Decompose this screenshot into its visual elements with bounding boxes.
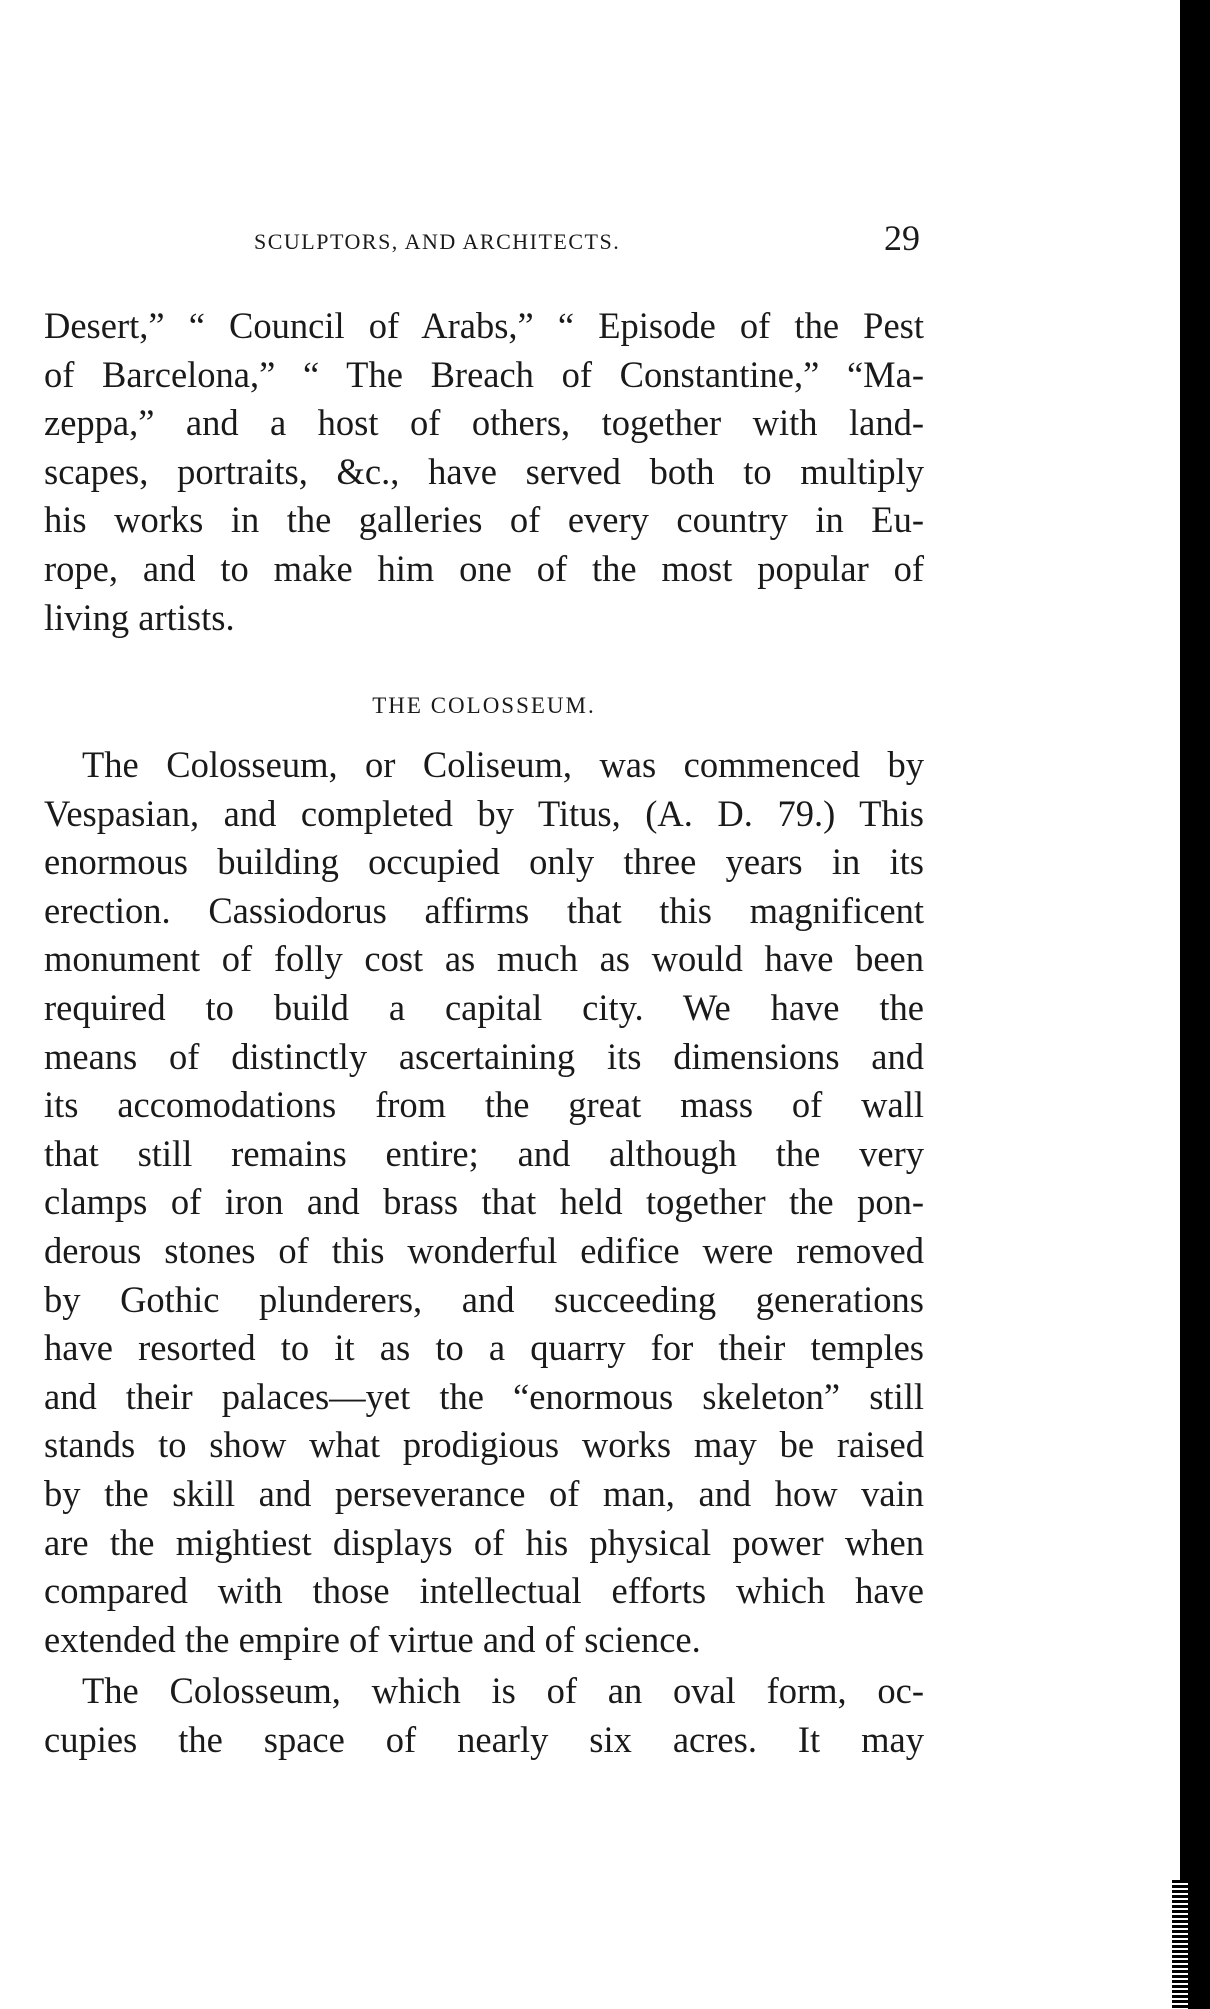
text-line: stands to show what prodigious works may be raised	[44, 1424, 924, 1466]
running-title: SCULPTORS, AND ARCHITECTS.	[254, 229, 621, 254]
text-line: zeppa,” and a host of others, together with land-	[44, 402, 924, 444]
section-heading: THE COLOSSEUM.	[372, 693, 596, 718]
scan-edge-shadow	[1180, 0, 1210, 2009]
text-line: rope, and to make him one of the most popular of	[44, 547, 924, 589]
text-line: compared with those intellectual efforts which have	[44, 1570, 924, 1612]
text-line: cupies the space of nearly six acres. It may	[44, 1718, 924, 1760]
text-line: The Colosseum, or Coliseum, was commenced by	[82, 744, 924, 785]
text-line: Vespasian, and completed by Titus, (A. D. 79.) This	[44, 792, 924, 834]
text-line: scapes, portraits, &c., have served both to multiply	[44, 450, 924, 492]
text-line: his works in the galleries of every country in Eu-	[44, 499, 924, 541]
text-line: by Gothic plunderers, and succeeding generations	[44, 1278, 924, 1320]
text-line: extended the empire of virtue and of science.	[44, 1618, 701, 1660]
scan-edge-speckle	[1172, 1880, 1188, 2009]
paragraph-colosseum-history	[44, 741, 924, 1664]
text-line: of Barcelona,” “ The Breach of Constantine,” “Ma-	[44, 353, 924, 395]
text-line: living artists.	[44, 596, 235, 638]
text-line: have resorted to it as to a quarry for their temples	[44, 1327, 924, 1369]
text-line: The Colosseum, which is of an oval form, oc-	[82, 1670, 924, 1711]
text-line: that still remains entire; and although the very	[44, 1132, 924, 1174]
continuation-paragraph	[44, 302, 924, 642]
text-line: erection. Cassiodorus affirms that this magnificent	[44, 889, 924, 931]
text-line: are the mightiest displays of his physical power when	[44, 1521, 924, 1563]
running-head	[44, 218, 924, 262]
paragraph-colosseum-form	[44, 1667, 924, 1764]
text-line: and their palaces—yet the “enormous skeleton” still	[44, 1375, 924, 1417]
text-line: required to build a capital city. We have the	[44, 986, 924, 1028]
text-line: Desert,” “ Council of Arabs,” “ Episode of the Pest	[44, 305, 924, 346]
text-line: monument of folly cost as much as would have been	[44, 938, 924, 980]
text-line: derous stones of this wonderful edifice were removed	[44, 1229, 924, 1271]
page-number: 29	[884, 218, 920, 258]
text-line: means of distinctly ascertaining its dimensions and	[44, 1035, 924, 1077]
text-line: enormous building occupied only three years in its	[44, 841, 924, 883]
text-line: clamps of iron and brass that held together the pon-	[44, 1181, 924, 1223]
text-line: its accomodations from the great mass of wall	[44, 1084, 924, 1126]
text-line: by the skill and perseverance of man, and how vain	[44, 1472, 924, 1514]
